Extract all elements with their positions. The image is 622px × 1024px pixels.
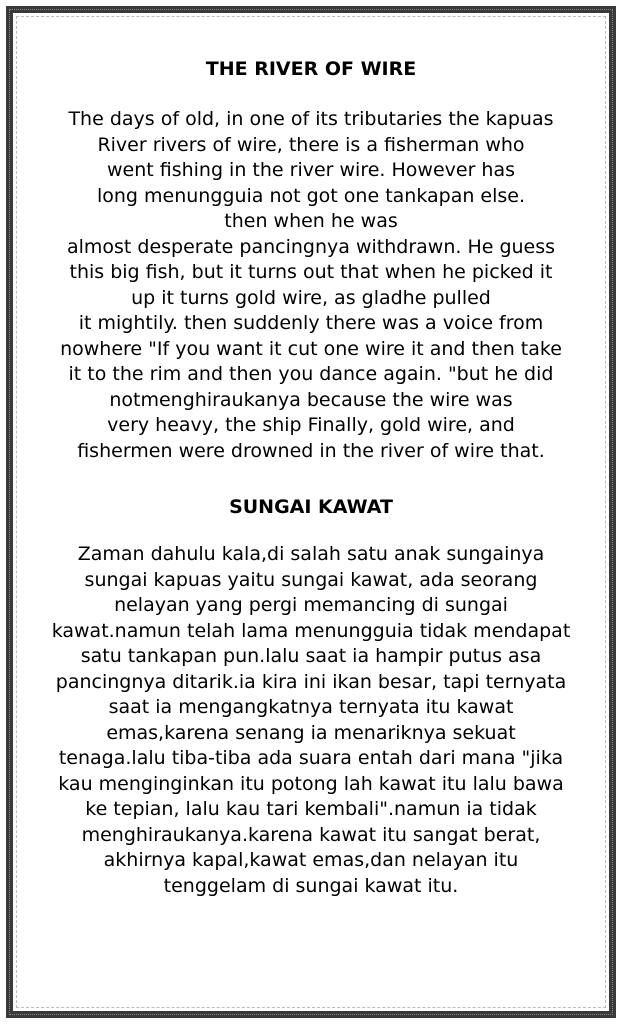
english-story-paragraph xyxy=(28,107,594,464)
indonesian-line: kawat.namun telah lama menungguia tidak mendapat xyxy=(51,619,571,642)
indonesian-line: tenggelam di sungai kawat itu. xyxy=(163,874,459,897)
english-line: this big fish, but it turns out that when he picked it xyxy=(69,261,553,283)
indonesian-line: ke tepian, lalu kau tari kembali".namun ia tidak xyxy=(85,798,537,820)
indonesian-line: satu tankapan pun.lalu saat ia hampir putus asa xyxy=(80,645,542,667)
indonesian-line: tenaga.lalu tiba-tiba ada suara entah dari mana "jika xyxy=(58,747,564,769)
english-line: then when he was xyxy=(224,210,398,232)
english-line: went fishing in the river wire. However has xyxy=(106,159,516,181)
english-line: up it turns gold wire, as gladhe pulled xyxy=(131,286,491,309)
english-line: long menungguia not got one tankapan else. xyxy=(96,184,526,207)
indonesian-line: nelayan yang pergi memancing di sungai xyxy=(114,594,508,616)
indonesian-title: SUNGAI KAWAT xyxy=(229,496,393,518)
english-line: notmenghiraukanya because the wire was xyxy=(109,388,513,411)
indonesian-line: Zaman dahulu kala,di salah satu anak sungainya xyxy=(77,543,545,565)
indonesian-line: menghiraukanya.karena kawat itu sangat berat, xyxy=(81,823,541,846)
indonesian-story-paragraph xyxy=(28,542,594,899)
document-content xyxy=(28,56,594,899)
indonesian-line: emas,karena senang ia menariknya sekuat xyxy=(106,721,516,744)
english-line: it mightily. then suddenly there was a voice from xyxy=(78,312,544,334)
english-line: River rivers of wire, there is a fisherman who xyxy=(97,133,525,156)
indonesian-line: pancingnya ditarik.ia kira ini ikan besar, tapi ternyata xyxy=(55,670,567,693)
indonesian-line: kau menginginkan itu potong lah kawat itu lalu bawa xyxy=(58,772,564,795)
english-title: THE RIVER OF WIRE xyxy=(205,58,417,80)
english-line: very heavy, the ship Finally, gold wire, and xyxy=(107,414,515,436)
english-line: it to the rim and then you dance again. "but he did xyxy=(68,363,554,385)
indonesian-line: sungai kapuas yaitu sungai kawat, ada seorang xyxy=(84,568,538,591)
english-line: The days of old, in one of its tributaries the kapuas xyxy=(68,108,554,130)
indonesian-line: akhirnya kapal,kawat emas,dan nelayan itu xyxy=(103,849,519,871)
english-line: fishermen were drowned in the river of wire that. xyxy=(77,439,545,462)
english-line: almost desperate pancingnya withdrawn. He guess xyxy=(66,235,556,258)
indonesian-line: saat ia mengangkatnya ternyata itu kawat xyxy=(108,696,514,718)
english-line: nowhere "If you want it cut one wire it and then take xyxy=(60,337,562,360)
